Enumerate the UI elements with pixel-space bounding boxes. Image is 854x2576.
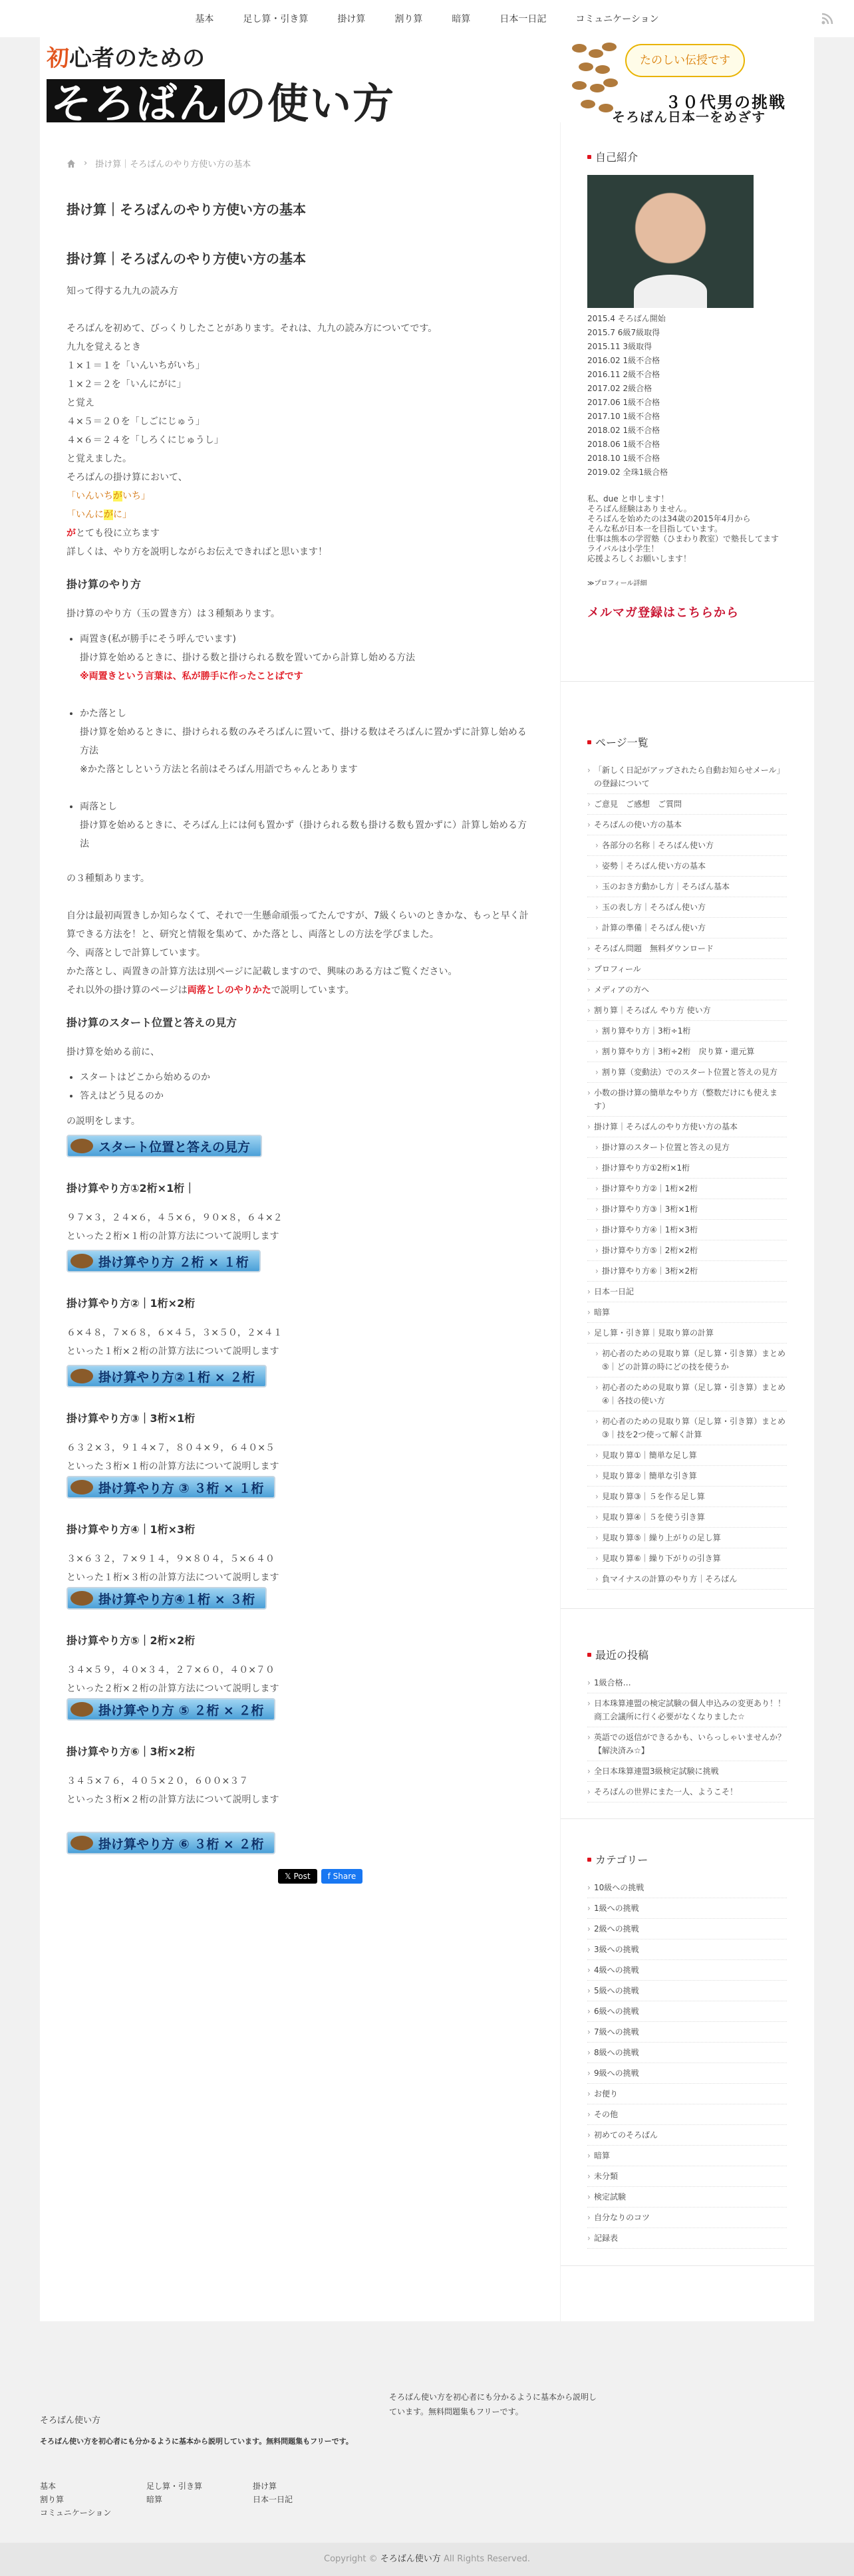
category-link[interactable]: › その他	[587, 2104, 787, 2125]
list-item: • 両置き(私が勝手にそう呼んでいます) 掛け算を始めるときに、掛ける数と掛けられる数を置いてから計算し始める方法 ※両置きという言葉は、私が勝手に作ったことばです	[80, 630, 532, 686]
recent-post-link[interactable]: › 1級合格…	[587, 1673, 787, 1693]
section-heading-methods: 掛け算のやり方	[67, 578, 142, 591]
abacus-bead-icon	[71, 1836, 93, 1850]
page-link[interactable]: › 見取り算⑥｜繰り下がりの引き算	[587, 1548, 787, 1569]
category-widget	[587, 1852, 787, 2249]
page-link[interactable]: › 見取り算⑤｜繰り上がりの足し算	[587, 1528, 787, 1548]
site-header-banner[interactable]	[40, 37, 814, 122]
paragraph: といった１桁×２桁の計算方法について説明します	[67, 1346, 279, 1357]
category-link[interactable]: › 5級への挑戦	[587, 1981, 787, 2001]
page-link[interactable]: › 負マイナスの計算のやり方｜そろばん	[587, 1569, 787, 1590]
paragraph: といった２桁×２桁の計算方法について説明します	[67, 1683, 279, 1694]
section-heading-1: 掛け算やり方①2桁×1桁｜	[67, 1182, 196, 1195]
page-link[interactable]: › 玉のおき方動かし方｜そろばん基本	[587, 877, 787, 897]
page-link[interactable]: › 見取り算③｜５を作る足し算	[587, 1487, 787, 1507]
page-title: 掛け算｜そろばんのやり方使い方の基本	[67, 202, 306, 217]
divider	[561, 1608, 814, 1609]
widget-title: 自己紹介	[587, 149, 787, 164]
abacus-bead-icon	[71, 1591, 93, 1606]
category-link[interactable]: › 10級への挑戦	[587, 1878, 787, 1898]
page-link[interactable]: › 計算の準備｜そろばん使い方	[587, 918, 787, 938]
page-link[interactable]: › 姿勢｜そろばん使い方の基本	[587, 856, 787, 877]
footer-link[interactable]: 暗算	[146, 2495, 163, 2504]
nav-item-communication[interactable]: コミュニケーション	[575, 14, 659, 25]
intro-text: 知って得する九九の読み方	[67, 286, 178, 297]
method-list	[67, 630, 532, 853]
recent-list	[587, 1673, 787, 1802]
category-link[interactable]: › 暗算	[587, 2146, 787, 2166]
list-item: • 答えはどう見るのか	[80, 1087, 532, 1105]
page-link[interactable]: › 初心者のための見取り算（足し算・引き算）まとめ⑤｜どの計算の時にどの技を使うか	[587, 1344, 787, 1377]
page-link[interactable]: › 掛け算のスタート位置と答えの見方	[587, 1137, 787, 1158]
section-heading-6: 掛け算やり方⑥｜3桁×2桁	[67, 1745, 196, 1758]
mailmag-banner[interactable]: メルマガ登録はこちらから	[587, 606, 739, 620]
method-2-button[interactable]: 掛け算やり方②１桁 × ２桁	[67, 1365, 267, 1387]
method-6-button[interactable]: 掛け算やり方 ⑥ ３桁 × ２桁	[67, 1832, 275, 1854]
footer-description-right: そろばん使い方を初心者にも分かるように基本から説明しています。無料問題集もフリーです。	[389, 2392, 597, 2416]
paragraph: 掛け算のやり方（玉の置き方）は３種類あります。	[67, 609, 280, 619]
sidebar	[561, 122, 814, 2321]
footer-link[interactable]: 基本	[40, 2482, 57, 2491]
share-x-button[interactable]: 𝕏 Post	[278, 1869, 317, 1884]
section-heading-5: 掛け算やり方⑤｜2桁×2桁	[67, 1634, 196, 1647]
footer-links	[40, 2480, 359, 2519]
category-link[interactable]: › 8級への挑戦	[587, 2043, 787, 2063]
example-text: ３４×５９，４０×３４，２７×６０，４０×７０	[67, 1665, 275, 1675]
history-item: 2016.11 2級不合格	[587, 370, 660, 379]
page-link[interactable]: › 初心者のための見取り算（足し算・引き算）まとめ③｜技を2つ使って解く計算	[587, 1411, 787, 1445]
example-text: ３４５×７６，４０５×２０，６００×３７	[67, 1776, 249, 1787]
header-speech-bubble: たのしい伝授です	[625, 44, 745, 77]
section-heading-start: 掛け算のスタート位置と答えの見方	[67, 1016, 237, 1029]
page-link[interactable]: › 掛け算｜そろばんのやり方使い方の基本	[587, 1117, 787, 1137]
page-link[interactable]: › 初心者のための見取り算（足し算・引き算）まとめ④｜各技の使い方	[587, 1377, 787, 1411]
category-link[interactable]: › 未分類	[587, 2166, 787, 2187]
nav-item-diary[interactable]: 日本一日記	[499, 14, 547, 25]
category-link[interactable]: › お便り	[587, 2084, 787, 2104]
paragraph: といった３桁×１桁の計算方法について説明します	[67, 1461, 279, 1472]
divider	[561, 681, 814, 682]
divider	[561, 1818, 814, 1819]
paragraph: と覚えました。	[67, 454, 132, 464]
page-link[interactable]: › 見取り算①｜簡単な足し算	[587, 1445, 787, 1466]
example-text: ６３２×３，９１４×７，８０４×９，６４０×５	[67, 1443, 275, 1453]
paragraph: の３種類あります。	[67, 873, 150, 884]
category-link[interactable]: › 4級への挑戦	[587, 1960, 787, 1981]
paragraph: 自分は最初両置きしか知らなくて、それで一生懸命頑張ってたんですが、7級くらいのときかな、もっと早く計算できる方法を！と、研究と情報を集めて、かた落とし、両落としの方法を学びました。	[67, 911, 529, 940]
recent-post-link[interactable]: › 全日本珠算連盟3級検定試験に挑戦	[587, 1761, 787, 1782]
category-link[interactable]: › 記録表	[587, 2228, 787, 2249]
page-link[interactable]: › 掛け算やり方①2桁×1桁	[587, 1158, 787, 1179]
profile-history	[587, 312, 787, 480]
paragraph: ４×５＝２０を「しごにじゅう」	[67, 416, 205, 427]
top-navigation	[0, 0, 854, 37]
abacus-bead-icon	[71, 1702, 93, 1717]
page-link[interactable]: › 割り算やり方｜3桁÷1桁	[587, 1021, 787, 1042]
copyright: Copyright © そろばん使い方 All Rights Reserved.	[0, 2543, 854, 2576]
history-item: 2015.11 3級取得	[587, 342, 652, 351]
page-link[interactable]: › 掛け算やり方③｜3桁×1桁	[587, 1199, 787, 1220]
category-link[interactable]: › 9級への挑戦	[587, 2063, 787, 2084]
bullet-icon	[587, 1653, 591, 1657]
category-link[interactable]: › 3級への挑戦	[587, 1939, 787, 1960]
history-item: 2016.02 1級不合格	[587, 356, 660, 365]
history-item: 2017.02 2級合格	[587, 384, 652, 393]
section-heading-4: 掛け算やり方④｜1桁×3桁	[67, 1523, 196, 1536]
paragraph: の説明をします。	[67, 1116, 140, 1127]
page-link[interactable]: › 小数の掛け算の簡単なやり方（整数だけにも使えます）	[587, 1083, 787, 1117]
list-item: • スタートはどこから始めるのか	[80, 1068, 532, 1087]
page-link[interactable]: › 「新しく日記がアップされたら自動お知らせメール」の登録について	[587, 760, 787, 794]
abacus-beads-icon	[569, 43, 619, 117]
rss-icon[interactable]	[821, 12, 834, 25]
page-link[interactable]: › そろばんの使い方の基本	[587, 815, 787, 835]
home-icon[interactable]	[67, 159, 76, 168]
page-link[interactable]: › 割り算｜そろばん やり方 使い方	[587, 1000, 787, 1021]
profile-more-link[interactable]: ≫プロフィール詳細	[587, 580, 647, 587]
nav-item-addition[interactable]: 足し算・引き算	[243, 14, 309, 25]
page-link[interactable]: › 掛け算やり方②｜1桁×2桁	[587, 1179, 787, 1199]
page-link[interactable]: › メディアの方へ	[587, 980, 787, 1000]
nav-item-basic[interactable]: 基本	[195, 14, 214, 25]
paragraph: といった１桁×３桁の計算方法について説明します	[67, 1572, 279, 1583]
example-text: ６×４８，７×６８，６×４５，３×５０，２×４１	[67, 1328, 283, 1338]
footer-site-name: そろばん使い方	[40, 2416, 101, 2426]
recent-posts-widget	[587, 1647, 787, 1802]
profile-intro: 私、due と申します！ そろばん経験はありません。 そろばんを始めたのは34歳の2015年4月から そんな私が日本一を目指しています。 仕事は熊本の学習塾（ひまわり教室）で塾長してます ライバルは小学生！ 応援よろしくお願いします！	[587, 494, 780, 563]
article-heading: 掛け算｜そろばんのやり方使い方の基本	[67, 251, 306, 267]
category-link[interactable]: › 7級への挑戦	[587, 2022, 787, 2043]
method-1-button[interactable]: 掛け算やり方 ２桁 × １桁	[67, 1250, 261, 1272]
paragraph: それ以外の掛け算のページは両落としのやりかたで説明しています。	[67, 985, 355, 996]
example-text: ９７×３，２４×６，４５×６，９０×８，６４×２	[67, 1213, 283, 1223]
header-challenge-text: ３０代男の挑戦	[665, 93, 786, 112]
abacus-bead-icon	[71, 1254, 93, 1268]
site-logo-title[interactable]: そろばんの使い方	[47, 71, 395, 122]
share-facebook-button[interactable]: f Share	[321, 1869, 363, 1884]
history-item: 2019.02 全珠1級合格	[587, 468, 668, 477]
footer-link[interactable]: 割り算	[40, 2495, 65, 2504]
page-link[interactable]: › 足し算・引き算｜見取り算の計算	[587, 1323, 787, 1344]
paragraph: 掛け算を始める前に、	[67, 1047, 160, 1058]
pages-widget	[587, 734, 787, 1590]
paragraph: １×２＝２を「いんにがに」	[67, 379, 186, 390]
recent-post-link[interactable]: › 日本珠算連盟の検定試験の個人申込みの変更あり！！商工会議所に行く必要がなくなりました☆	[587, 1693, 787, 1727]
paragraph: 九九を覚えるとき	[67, 342, 141, 353]
abacus-bead-icon	[71, 1139, 93, 1153]
nav-item-division[interactable]: 割り算	[394, 14, 423, 25]
paragraph: 「いんにがに」	[67, 509, 132, 520]
footer-link[interactable]: 掛け算	[253, 2482, 277, 2491]
widget-title: 最近の投稿	[587, 1647, 787, 1662]
footer-description: そろばん使い方を初心者にも分かるように基本から説明しています。無料問題集もフリーです。	[40, 2437, 353, 2446]
page-link[interactable]: › 見取り算④｜５を使う引き算	[587, 1507, 787, 1528]
abacus-bead-icon	[71, 1480, 93, 1495]
page-link[interactable]: › 各部分の名称｜そろばん使い方	[587, 835, 787, 856]
method-5-button[interactable]: 掛け算やり方 ⑤ ２桁 × ２桁	[67, 1698, 275, 1721]
widget-title: ページ一覧	[587, 734, 787, 750]
page-link[interactable]: › 暗算	[587, 1302, 787, 1323]
paragraph: といった２桁×１桁の計算方法について説明します	[67, 1231, 279, 1242]
bullet-icon	[587, 1858, 591, 1862]
history-item: 2018.10 1級不合格	[587, 454, 660, 463]
paragraph: そろばんの掛け算において、	[67, 472, 188, 483]
paragraph: 「いんいちがいち」	[67, 491, 150, 501]
method-4-button[interactable]: 掛け算やり方④１桁 × ３桁	[67, 1587, 267, 1610]
history-item: 2018.02 1級不合格	[587, 426, 660, 435]
paragraph: １×１＝１を「いんいちがいち」	[67, 360, 205, 371]
start-list	[67, 1068, 532, 1105]
profile-photo	[587, 175, 754, 308]
nav-item-multiplication[interactable]: 掛け算	[337, 14, 366, 25]
paragraph: といった３桁×２桁の計算方法について説明します	[67, 1794, 279, 1805]
main-content	[40, 122, 560, 2321]
recent-post-link[interactable]: › そろばんの世界にまた一人、ようこそ！	[587, 1782, 787, 1802]
category-link[interactable]: › 初めてのそろばん	[587, 2125, 787, 2146]
page-link[interactable]: › 見取り算②｜簡単な引き算	[587, 1466, 787, 1487]
widget-title: カテゴリー	[587, 1852, 787, 1867]
method-3-button[interactable]: 掛け算やり方 ③ ３桁 × １桁	[67, 1476, 275, 1499]
bullet-icon	[587, 740, 591, 744]
footer-link[interactable]: コミュニケーション	[40, 2508, 112, 2517]
link-ryouotoshi[interactable]: 両落としのやりかた	[187, 985, 271, 996]
example-text: ３×６３２，７×９１４，９×８０４，５×６４０	[67, 1554, 275, 1564]
footer-link[interactable]: 足し算・引き算	[146, 2482, 203, 2491]
page-link[interactable]: › そろばん問題 無料ダウンロード	[587, 938, 787, 959]
breadcrumb	[67, 157, 251, 170]
category-link[interactable]: › 2級への挑戦	[587, 1919, 787, 1939]
article-body	[67, 199, 532, 1884]
paragraph: がとても役に立ちます	[67, 528, 160, 539]
breadcrumb-separator: ›	[84, 158, 88, 168]
category-link[interactable]: › 自分なりのコツ	[587, 2208, 787, 2228]
start-position-button[interactable]: スタート位置と答えの見方	[67, 1135, 262, 1157]
footer-link[interactable]: 日本一日記	[253, 2495, 293, 2504]
breadcrumb-current: 掛け算｜そろばんのやり方使い方の基本	[95, 160, 251, 170]
paragraph: と覚え	[67, 398, 94, 408]
site-subtitle: 初心者のための	[47, 45, 205, 72]
header-challenge-sub: そろばん日本一をめざす	[612, 109, 766, 122]
page-link[interactable]: › 玉の表し方｜そろばん使い方	[587, 897, 787, 918]
list-item: • かた落とし 掛け算を始めるときに、掛けられる数のみそろばんに置いて、掛ける数はそろばんに置かずに計算し始める方法 ※かた落としという方法と名前はそろばん用語でちゃんとあります	[80, 704, 532, 779]
history-item: 2015.7 6級7級取得	[587, 328, 660, 337]
page-link[interactable]: › ご意見 ご感想 ご質問	[587, 794, 787, 815]
category-link[interactable]: › 6級への挑戦	[587, 2001, 787, 2022]
bullet-icon	[587, 155, 591, 159]
page-link[interactable]: › 日本一日記	[587, 1282, 787, 1302]
category-list	[587, 1878, 787, 2249]
page-link[interactable]: › 掛け算やり方⑥｜3桁×2桁	[587, 1261, 787, 1282]
abacus-bead-icon	[71, 1369, 93, 1383]
section-heading-2: 掛け算やり方②｜1桁×2桁	[67, 1297, 196, 1310]
paragraph: 詳しくは、やり方を説明しながらお伝えできればと思います！	[67, 547, 327, 557]
footer	[0, 2383, 854, 2543]
profile-widget	[587, 149, 787, 621]
page-link[interactable]: › プロフィール	[587, 959, 787, 980]
paragraph: かた落とし、両置きの計算方法は別ページに記載しますので、興味のある方はご覧ください。	[67, 966, 458, 977]
history-item: 2017.06 1級不合格	[587, 398, 660, 407]
history-item: 2017.10 1級不合格	[587, 412, 660, 421]
history-item: 2015.4 そろばん開始	[587, 314, 666, 323]
paragraph: ４×６＝２４を「しろくにじゅうし」	[67, 435, 223, 446]
page-link[interactable]: › 割り算やり方｜3桁÷2桁 戻り算・還元算	[587, 1042, 787, 1062]
page-link[interactable]: › 割り算（変動法）でのスタート位置と答えの見方	[587, 1062, 787, 1083]
category-link[interactable]: › 1級への挑戦	[587, 1898, 787, 1919]
recent-post-link[interactable]: › 英語での返信ができるかも、いらっしゃいませんか？【解決済み☆】	[587, 1727, 787, 1761]
page-link[interactable]: › 掛け算やり方⑤｜2桁×2桁	[587, 1240, 787, 1261]
category-link[interactable]: › 検定試験	[587, 2187, 787, 2208]
list-item: • 両落とし 掛け算を始めるときに、そろばん上には何も置かず（掛けられる数も掛ける数も置かずに）計算し始める方法	[80, 797, 532, 853]
paragraph: 今、両落としで計算しています。	[67, 948, 206, 958]
page-list	[587, 760, 787, 1590]
copyright-site-link[interactable]: そろばん使い方	[380, 2554, 441, 2564]
share-buttons	[278, 1869, 532, 1884]
divider	[561, 2265, 814, 2266]
nav-item-mental-math[interactable]: 暗算	[452, 14, 471, 25]
section-heading-3: 掛け算やり方③｜3桁×1桁	[67, 1412, 196, 1425]
page-link[interactable]: › 掛け算やり方④｜1桁×3桁	[587, 1220, 787, 1240]
paragraph: そろばんを初めて、びっくりしたことがあります。それは、九九の読み方についてです。	[67, 323, 438, 334]
history-item: 2018.06 1級不合格	[587, 440, 660, 449]
